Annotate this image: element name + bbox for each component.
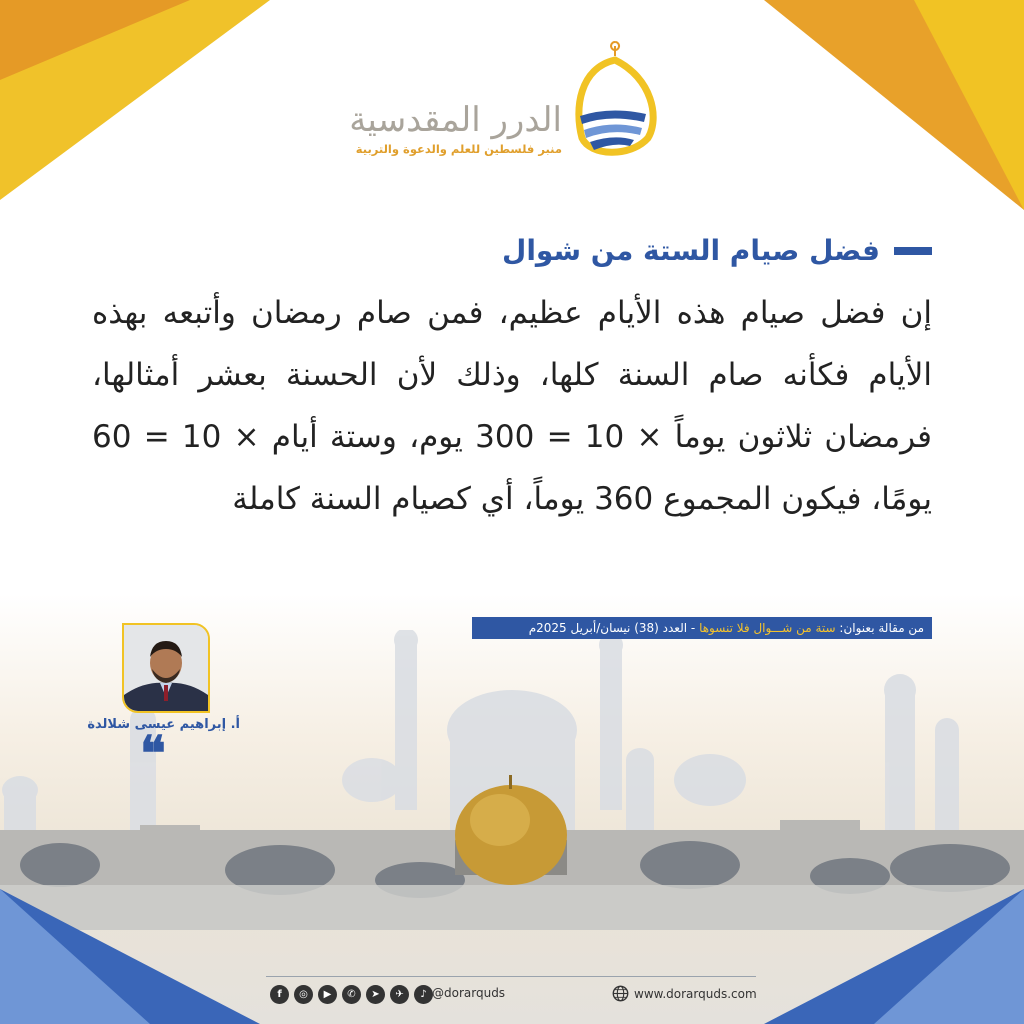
twitter-icon[interactable]: ✈ [390, 985, 409, 1004]
website-link[interactable] [612, 985, 757, 1002]
dome-logo-icon [570, 38, 660, 163]
footer-divider [266, 976, 756, 977]
title-accent-bar [894, 247, 932, 255]
instagram-icon[interactable]: ◎ [294, 985, 313, 1004]
facebook-icon[interactable]: f [270, 985, 289, 1004]
corner-decoration-top-left-inner [0, 0, 190, 80]
author-photo [122, 623, 210, 713]
source-citation-bar [472, 617, 932, 639]
whatsapp-icon[interactable]: ✆ [342, 985, 361, 1004]
post-title: فضل صيام الستة من شوال [502, 234, 880, 267]
social-handle[interactable]: @dorarquds [432, 986, 506, 1000]
corner-decoration-bottom-right-inner [874, 889, 1024, 1024]
quote-mark-icon: ❝ [140, 726, 166, 782]
source-prefix: من مقالة بعنوان: [839, 621, 924, 635]
youtube-icon[interactable]: ▶ [318, 985, 337, 1004]
author-portrait-icon [124, 625, 208, 711]
website-url: www.dorarquds.com [634, 986, 757, 1001]
brand-name: الدرر المقدسية [349, 100, 562, 140]
brand-tagline: منبر فلسطين للعلم والدعوة والتربية [355, 142, 562, 156]
globe-icon [612, 985, 629, 1002]
tiktok-icon[interactable]: ♪ [414, 985, 433, 1004]
author-name: أ. إبراهيم عيسى شلالدة [87, 717, 240, 732]
brand-logo [349, 38, 660, 168]
corner-decoration-bottom-left-inner [0, 889, 150, 1024]
social-links [270, 985, 433, 1004]
telegram-icon[interactable]: ➤ [366, 985, 385, 1004]
corner-decoration-top-right-inner [914, 0, 1024, 210]
source-article-title: ستة من شـــوال فلا تنسوها [699, 621, 836, 635]
source-issue: - العدد (38) نيسان/أبريل 2025م [528, 621, 696, 635]
post-body-text: إن فضل صيام هذه الأيام عظيم، فمن صام رمضان وأتبعه بهذه الأيام فكأنه صام السنة كلها، وذلك لأن الحسنة بعشر أمثالها، فرمضان ثلاثون يوماً × 10 = 300 يوم، وستة أيام × 10 = 60 يومًا، فيكون المجموع 360 يوماً، أي كصيام السنة كاملة [92, 295, 932, 517]
title-row [502, 234, 932, 267]
